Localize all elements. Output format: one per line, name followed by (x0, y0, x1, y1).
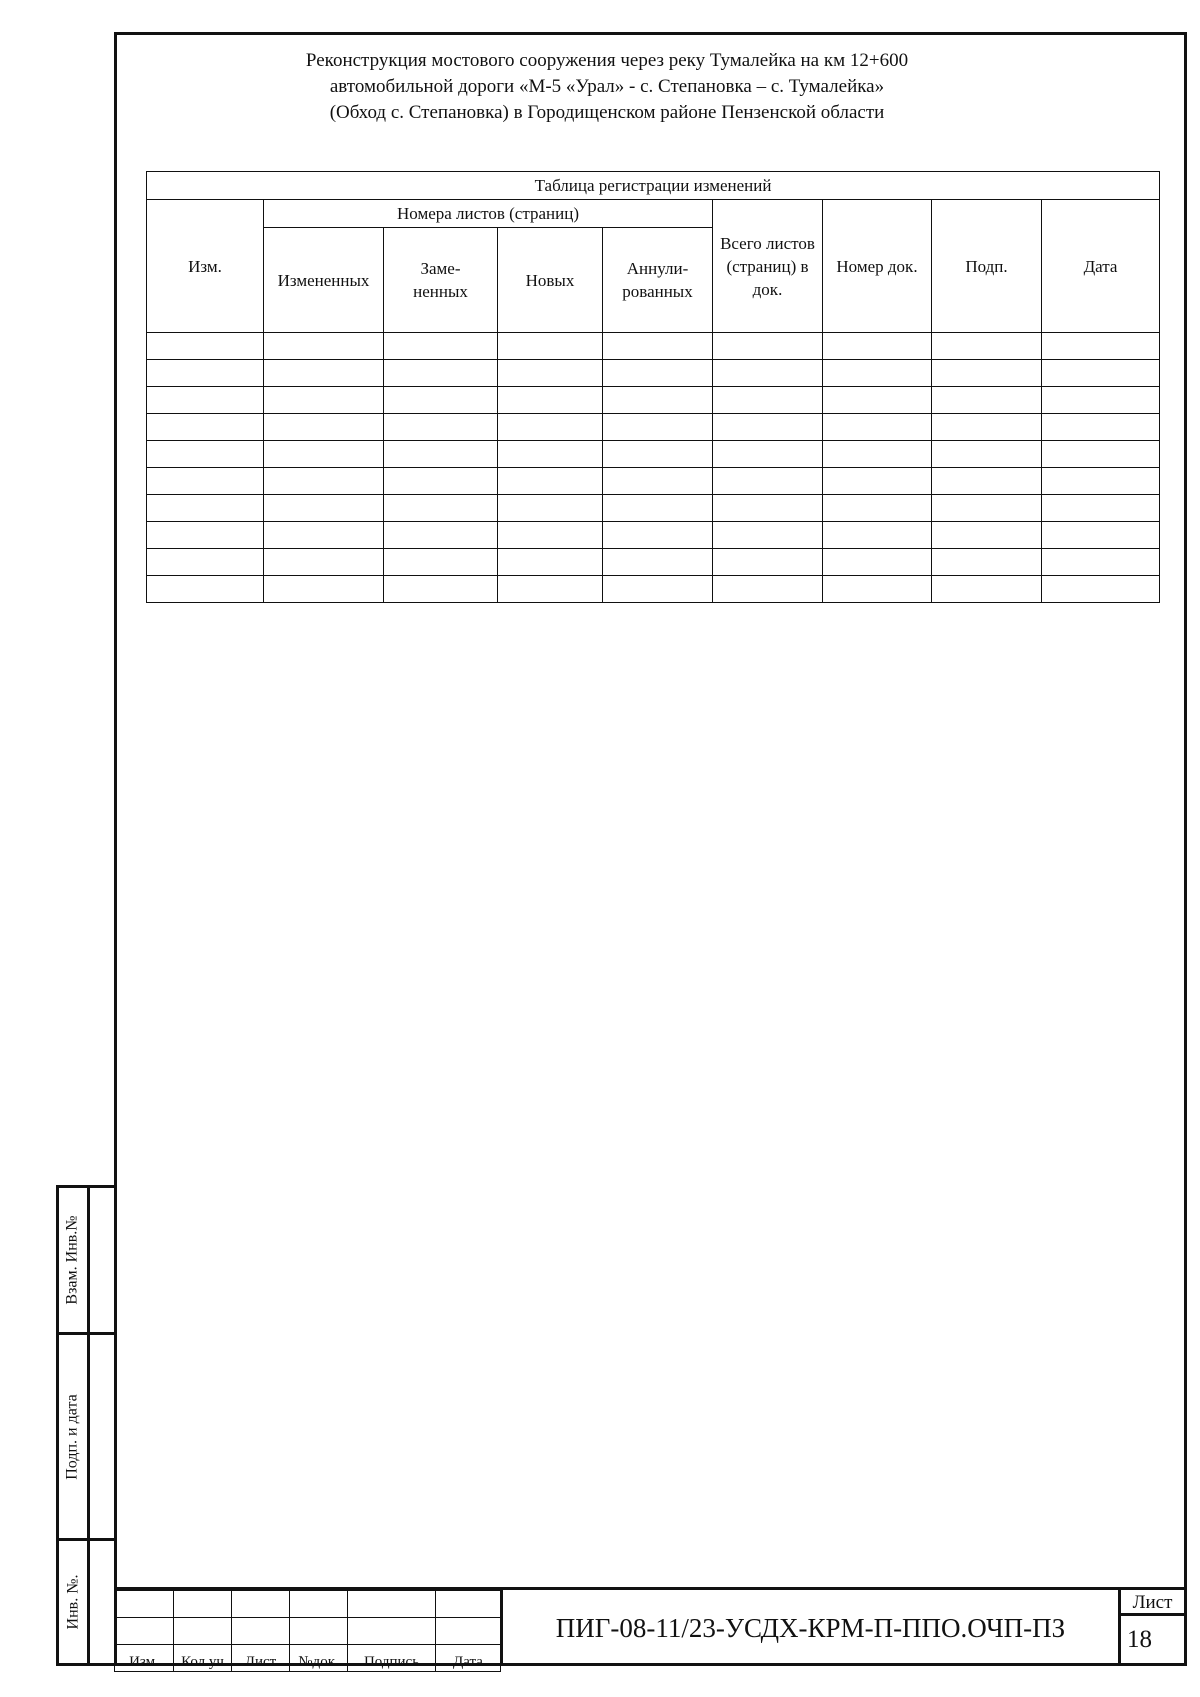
change-registration-table (146, 171, 1160, 603)
table-cell (1042, 441, 1160, 468)
table-cell (384, 522, 498, 549)
table-row (147, 576, 1160, 603)
table-cell (147, 522, 264, 549)
revision-grid (114, 1590, 501, 1672)
table-cell (264, 549, 384, 576)
table-cell (713, 468, 823, 495)
table-cell (823, 441, 932, 468)
table-cell (384, 576, 498, 603)
table-cell (713, 549, 823, 576)
table-cell (498, 468, 603, 495)
table-cell (932, 333, 1042, 360)
table-cell (498, 549, 603, 576)
table-cell (603, 495, 713, 522)
title-block-label: Дата (436, 1645, 501, 1672)
table-cell (384, 333, 498, 360)
table-cell (603, 414, 713, 441)
table-cell (823, 333, 932, 360)
table-cell (713, 333, 823, 360)
table-cell (264, 333, 384, 360)
table-cell (823, 549, 932, 576)
table-cell (932, 549, 1042, 576)
table-cell (498, 414, 603, 441)
table-cell (264, 468, 384, 495)
document-header (0, 48, 1200, 126)
table-cell (603, 576, 713, 603)
table-cell (147, 549, 264, 576)
table-cell (603, 549, 713, 576)
table-cell (384, 360, 498, 387)
title-block (114, 1587, 1187, 1670)
table-cell (147, 576, 264, 603)
table-cell (932, 522, 1042, 549)
side-label-inv: Инв. №. (64, 1574, 81, 1630)
table-cell (498, 522, 603, 549)
table-cell (498, 387, 603, 414)
table-cell (264, 360, 384, 387)
table-cell (932, 414, 1042, 441)
table-cell (713, 387, 823, 414)
table-cell (603, 387, 713, 414)
col-header-replaced: Заме- ненных (384, 228, 498, 333)
table-cell (384, 495, 498, 522)
title-block-label: Лист (232, 1645, 290, 1672)
table-cell (147, 414, 264, 441)
table-cell (147, 360, 264, 387)
sheet-label: Лист (1121, 1590, 1184, 1616)
table-cell (264, 414, 384, 441)
table-cell (264, 441, 384, 468)
table-cell (1042, 522, 1160, 549)
title-block-label: Кол.уч (174, 1645, 232, 1672)
table-cell (603, 333, 713, 360)
header-line-2: автомобильной дороги «М-5 «Урал» - с. Степановка – с. Тумалейка» (329, 76, 885, 97)
table-cell (603, 360, 713, 387)
table-cell (1042, 468, 1160, 495)
table-cell (1042, 495, 1160, 522)
table-cell (713, 441, 823, 468)
col-header-changed: Измененных (264, 228, 384, 333)
table-cell (147, 495, 264, 522)
table-cell (713, 360, 823, 387)
table-row (147, 333, 1160, 360)
table-cell (823, 387, 932, 414)
title-block-label: Подпись (348, 1645, 436, 1672)
table-title: Таблица регистрации изменений (147, 172, 1160, 200)
table-cell (932, 495, 1042, 522)
table-cell (932, 576, 1042, 603)
table-cell (147, 333, 264, 360)
col-header-doc-number: Номер док. (823, 200, 932, 333)
table-cell (264, 576, 384, 603)
table-cell (264, 387, 384, 414)
table-row (147, 495, 1160, 522)
table-cell (1042, 576, 1160, 603)
table-row (147, 522, 1160, 549)
sheet-number: 18 (1127, 1626, 1152, 1653)
table-cell (823, 414, 932, 441)
table-row (147, 414, 1160, 441)
col-header-signature: Подп. (932, 200, 1042, 333)
header-line-3: (Обход с. Степановка) в Городищенском районе Пензенской области (329, 102, 885, 123)
table-cell (713, 576, 823, 603)
table-cell (823, 360, 932, 387)
table-cell (264, 495, 384, 522)
col-header-annulled: Аннули- рованных (603, 228, 713, 333)
title-block-label: №док. (290, 1645, 348, 1672)
table-cell (384, 468, 498, 495)
table-cell (603, 468, 713, 495)
table-cell (932, 468, 1042, 495)
table-row (147, 360, 1160, 387)
table-cell (1042, 414, 1160, 441)
table-cell (498, 441, 603, 468)
table-cell (264, 522, 384, 549)
table-row (147, 387, 1160, 414)
table-cell (823, 576, 932, 603)
side-stamp (56, 1185, 117, 1666)
table-cell (147, 468, 264, 495)
side-label-podp: Подп. и дата (64, 1393, 82, 1480)
table-cell (603, 441, 713, 468)
table-cell (1042, 387, 1160, 414)
table-cell (384, 441, 498, 468)
col-header-date: Дата (1042, 200, 1160, 333)
table-cell (603, 522, 713, 549)
table-cell (1042, 360, 1160, 387)
col-group-sheet-numbers: Номера листов (страниц) (264, 200, 713, 228)
col-header-total-sheets: Всего листов (страниц) в док. (713, 200, 823, 333)
table-cell (823, 522, 932, 549)
table-cell (498, 333, 603, 360)
table-cell (1042, 549, 1160, 576)
table-cell (823, 468, 932, 495)
table-cell (384, 387, 498, 414)
table-row (147, 441, 1160, 468)
table-cell (823, 495, 932, 522)
col-header-new: Новых (498, 228, 603, 333)
header-line-1: Реконструкция мостового сооружения через реку Тумалейка на км 12+600 (305, 50, 909, 71)
table-row (147, 468, 1160, 495)
table-cell (713, 522, 823, 549)
table-cell (713, 414, 823, 441)
table-cell (932, 360, 1042, 387)
table-cell (932, 441, 1042, 468)
table-cell (498, 495, 603, 522)
table-cell (932, 387, 1042, 414)
table-cell (713, 495, 823, 522)
sheet-box (1118, 1590, 1184, 1666)
table-cell (1042, 333, 1160, 360)
title-block-label: Изм. (115, 1645, 174, 1672)
document-code: ПИГ-08-11/23-УСДХ-КРМ-П-ППО.ОЧП-ПЗ (500, 1590, 1118, 1666)
side-label-vzam: Взам. Инв.№ (64, 1215, 81, 1305)
table-row (147, 549, 1160, 576)
table-cell (498, 360, 603, 387)
table-cell (384, 414, 498, 441)
table-cell (147, 387, 264, 414)
table-cell (498, 576, 603, 603)
table-cell (384, 549, 498, 576)
col-header-izm: Изм. (147, 200, 264, 333)
table-cell (147, 441, 264, 468)
